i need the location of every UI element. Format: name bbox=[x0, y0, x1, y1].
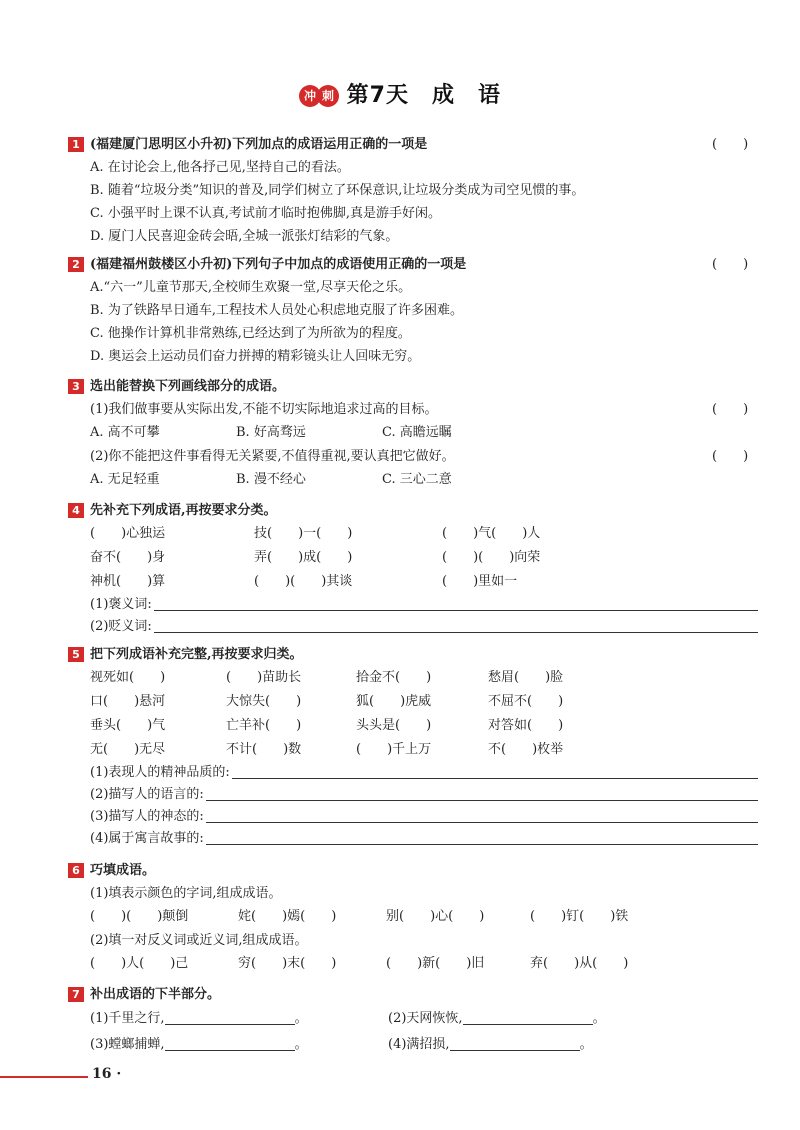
idiom-blank[interactable]: ( )里如一 bbox=[442, 574, 518, 589]
answer-line[interactable] bbox=[68, 762, 758, 784]
question-stem: 巧填成语。 bbox=[90, 863, 156, 878]
title-text: 第7天 成 语 bbox=[346, 83, 501, 108]
answer-label: (1)表现人的精神品质的: bbox=[90, 765, 230, 780]
answer-blank[interactable] bbox=[165, 1006, 295, 1025]
option-a: A. 在讨论会上,他各抒己见,坚持自己的看法。 bbox=[90, 160, 350, 175]
prompt-text: (3)螳螂捕蝉, bbox=[90, 1037, 165, 1052]
page-footer bbox=[0, 1066, 140, 1088]
question-stem: 补出成语的下半部分。 bbox=[90, 987, 221, 1002]
idiom-blank[interactable]: 弄( )成( ) bbox=[254, 550, 353, 565]
idiom-row bbox=[68, 738, 758, 762]
idiom-blank[interactable]: ( )( )其谈 bbox=[254, 574, 353, 589]
idiom-blank[interactable]: ( )心独运 bbox=[90, 526, 166, 541]
question-number: 6 bbox=[68, 863, 84, 878]
idiom-blank[interactable]: 大惊失( ) bbox=[226, 694, 302, 709]
answer-label: (1)褒义词: bbox=[90, 597, 152, 612]
idiom-blank[interactable]: 不屈不( ) bbox=[488, 694, 564, 709]
idiom-blank[interactable]: ( )气( )人 bbox=[442, 526, 541, 541]
completion-row bbox=[68, 1032, 758, 1058]
idiom-row bbox=[68, 952, 758, 976]
page-title bbox=[0, 78, 800, 109]
idiom-row bbox=[68, 714, 758, 738]
answer-line[interactable] bbox=[68, 828, 758, 850]
answer-rule[interactable] bbox=[154, 616, 758, 633]
idiom-blank[interactable]: 头头是( ) bbox=[356, 718, 432, 733]
answer-label: (4)属于寓言故事的: bbox=[90, 831, 204, 846]
answer-rule[interactable] bbox=[206, 784, 758, 801]
idiom-row bbox=[68, 546, 758, 570]
idiom-blank[interactable]: 穷( )末( ) bbox=[238, 956, 337, 971]
idiom-blank[interactable]: 弃( )从( ) bbox=[530, 956, 629, 971]
idiom-blank[interactable]: ( )苗助长 bbox=[226, 670, 302, 685]
option-b: B. 漫不经心 bbox=[236, 472, 306, 487]
option-a: A.“六一”儿童节那天,全校师生欢聚一堂,尽享天伦之乐。 bbox=[90, 280, 412, 295]
question-number: 4 bbox=[68, 503, 84, 518]
answer-blank[interactable] bbox=[450, 1032, 580, 1051]
answer-blank[interactable] bbox=[463, 1006, 593, 1025]
answer-rule[interactable] bbox=[206, 806, 758, 823]
option-a: A. 无足轻重 bbox=[90, 472, 160, 487]
page-number: 16 · bbox=[92, 1066, 122, 1082]
option-b: B. 好高骛远 bbox=[236, 425, 306, 440]
prompt-text: (4)满招损, bbox=[388, 1037, 450, 1052]
option-a: A. 高不可攀 bbox=[90, 425, 160, 440]
answer-paren[interactable]: ( ) bbox=[712, 402, 749, 417]
idiom-blank[interactable]: ( )人( )己 bbox=[90, 956, 189, 971]
answer-line[interactable] bbox=[68, 784, 758, 806]
question-5 bbox=[68, 644, 758, 850]
idiom-row bbox=[68, 522, 758, 546]
option-d: D. 奥运会上运动员们奋力拼搏的精彩镜头让人回味无穷。 bbox=[90, 349, 421, 364]
option-c: C. 高瞻远瞩 bbox=[382, 425, 452, 440]
option-c: C. 小强平时上课不认真,考试前才临时抱佛脚,真是游手好闲。 bbox=[90, 206, 442, 221]
prompt-text: (2)天网恢恢, bbox=[388, 1011, 463, 1026]
idiom-blank[interactable]: 亡羊补( ) bbox=[226, 718, 302, 733]
footer-rule bbox=[0, 1076, 88, 1078]
sub-question-2: (2)填一对反义词或近义词,组成成语。 bbox=[90, 933, 308, 948]
idiom-blank[interactable]: 垂头( )气 bbox=[90, 718, 166, 733]
question-number: 1 bbox=[68, 137, 84, 152]
idiom-row bbox=[68, 666, 758, 690]
answer-paren[interactable]: ( ) bbox=[712, 449, 749, 464]
period: 。 bbox=[294, 1011, 308, 1026]
idiom-blank[interactable]: 神机( )算 bbox=[90, 574, 166, 589]
answer-rule[interactable] bbox=[232, 762, 758, 779]
idiom-row bbox=[68, 905, 758, 929]
idiom-blank[interactable]: 技( )一( ) bbox=[254, 526, 353, 541]
period: 。 bbox=[579, 1037, 593, 1052]
idiom-blank[interactable]: ( )千上万 bbox=[356, 742, 432, 757]
completion-row bbox=[68, 1006, 758, 1032]
answer-paren[interactable]: ( ) bbox=[712, 137, 749, 152]
question-4 bbox=[68, 500, 758, 638]
sprint-badge bbox=[299, 81, 335, 107]
idiom-blank[interactable]: 不( )枚举 bbox=[488, 742, 564, 757]
idiom-blank[interactable]: 无( )无尽 bbox=[90, 742, 166, 757]
question-stem: (福建福州鼓楼区小升初)下列句子中加点的成语使用正确的一项是 bbox=[90, 257, 467, 272]
option-b: B. 为了铁路早日通车,工程技术人员处心积虑地克服了许多困难。 bbox=[90, 303, 463, 318]
question-stem: (福建厦门思明区小升初)下列加点的成语运用正确的一项是 bbox=[90, 137, 428, 152]
answer-rule[interactable] bbox=[154, 594, 758, 611]
question-1 bbox=[68, 134, 758, 248]
question-number: 3 bbox=[68, 379, 84, 394]
options-row-1 bbox=[68, 421, 758, 445]
idiom-blank[interactable]: 奋不( )身 bbox=[90, 550, 166, 565]
question-number: 5 bbox=[68, 647, 84, 662]
idiom-blank[interactable]: 对答如( ) bbox=[488, 718, 564, 733]
option-b: B. 随着“垃圾分类”知识的普及,同学们树立了环保意识,让垃圾分类成为司空见惯的事。 bbox=[90, 183, 585, 198]
idiom-blank[interactable]: 拾金不( ) bbox=[356, 670, 432, 685]
answer-label: (2)贬义词: bbox=[90, 619, 152, 634]
answer-blank[interactable] bbox=[165, 1032, 295, 1051]
question-stem: 把下列成语补充完整,再按要求归类。 bbox=[90, 647, 303, 662]
idiom-blank[interactable]: ( )( )颠倒 bbox=[90, 909, 189, 924]
answer-label: (2)描写人的语言的: bbox=[90, 787, 204, 802]
question-number: 2 bbox=[68, 257, 84, 272]
question-6 bbox=[68, 860, 758, 976]
idiom-row bbox=[68, 690, 758, 714]
idiom-blank[interactable]: ( )( )向荣 bbox=[442, 550, 541, 565]
period: 。 bbox=[294, 1037, 308, 1052]
answer-line[interactable] bbox=[68, 616, 758, 638]
answer-label: (3)描写人的神态的: bbox=[90, 809, 204, 824]
idiom-blank[interactable]: 狐( )虎威 bbox=[356, 694, 432, 709]
options-row-2 bbox=[68, 468, 758, 492]
question-stem: 先补充下列成语,再按要求分类。 bbox=[90, 503, 277, 518]
idiom-blank[interactable]: 口( )悬河 bbox=[90, 694, 166, 709]
option-d: D. 厦门人民喜迎金砖会晤,全城一派张灯结彩的气象。 bbox=[90, 229, 399, 244]
sub-question-2: (2)你不能把这件事看得无关紧要,不值得重视,要认真把它做好。 bbox=[90, 449, 455, 464]
answer-rule[interactable] bbox=[206, 828, 758, 845]
option-c: C. 他操作计算机非常熟练,已经达到了为所欲为的程度。 bbox=[90, 326, 411, 341]
idiom-blank[interactable]: 姹( )嫣( ) bbox=[238, 909, 337, 924]
prompt-text: (1)千里之行, bbox=[90, 1011, 165, 1026]
question-stem: 选出能替换下列画线部分的成语。 bbox=[90, 379, 286, 394]
sub-question-1: (1)我们做事要从实际出发,不能不切实际地追求过高的目标。 bbox=[90, 402, 438, 417]
question-2 bbox=[68, 254, 758, 368]
question-number: 7 bbox=[68, 987, 84, 1002]
idiom-blank[interactable]: 别( )心( ) bbox=[386, 909, 485, 924]
idiom-row bbox=[68, 570, 758, 594]
idiom-blank[interactable]: 不计( )数 bbox=[226, 742, 302, 757]
answer-paren[interactable]: ( ) bbox=[712, 257, 749, 272]
sub-question-1: (1)填表示颜色的字词,组成成语。 bbox=[90, 886, 282, 901]
question-7 bbox=[68, 984, 758, 1058]
idiom-blank[interactable]: ( )新( )旧 bbox=[386, 956, 485, 971]
answer-line[interactable] bbox=[68, 806, 758, 828]
question-3 bbox=[68, 376, 758, 492]
badge-char-1: 冲 bbox=[299, 85, 321, 107]
idiom-blank[interactable]: 愁眉( )脸 bbox=[488, 670, 564, 685]
idiom-blank[interactable]: ( )钉( )铁 bbox=[530, 909, 629, 924]
option-c: C. 三心二意 bbox=[382, 472, 452, 487]
badge-char-2: 刺 bbox=[317, 85, 339, 107]
period: 。 bbox=[592, 1011, 606, 1026]
idiom-blank[interactable]: 视死如( ) bbox=[90, 670, 166, 685]
answer-line[interactable] bbox=[68, 594, 758, 616]
